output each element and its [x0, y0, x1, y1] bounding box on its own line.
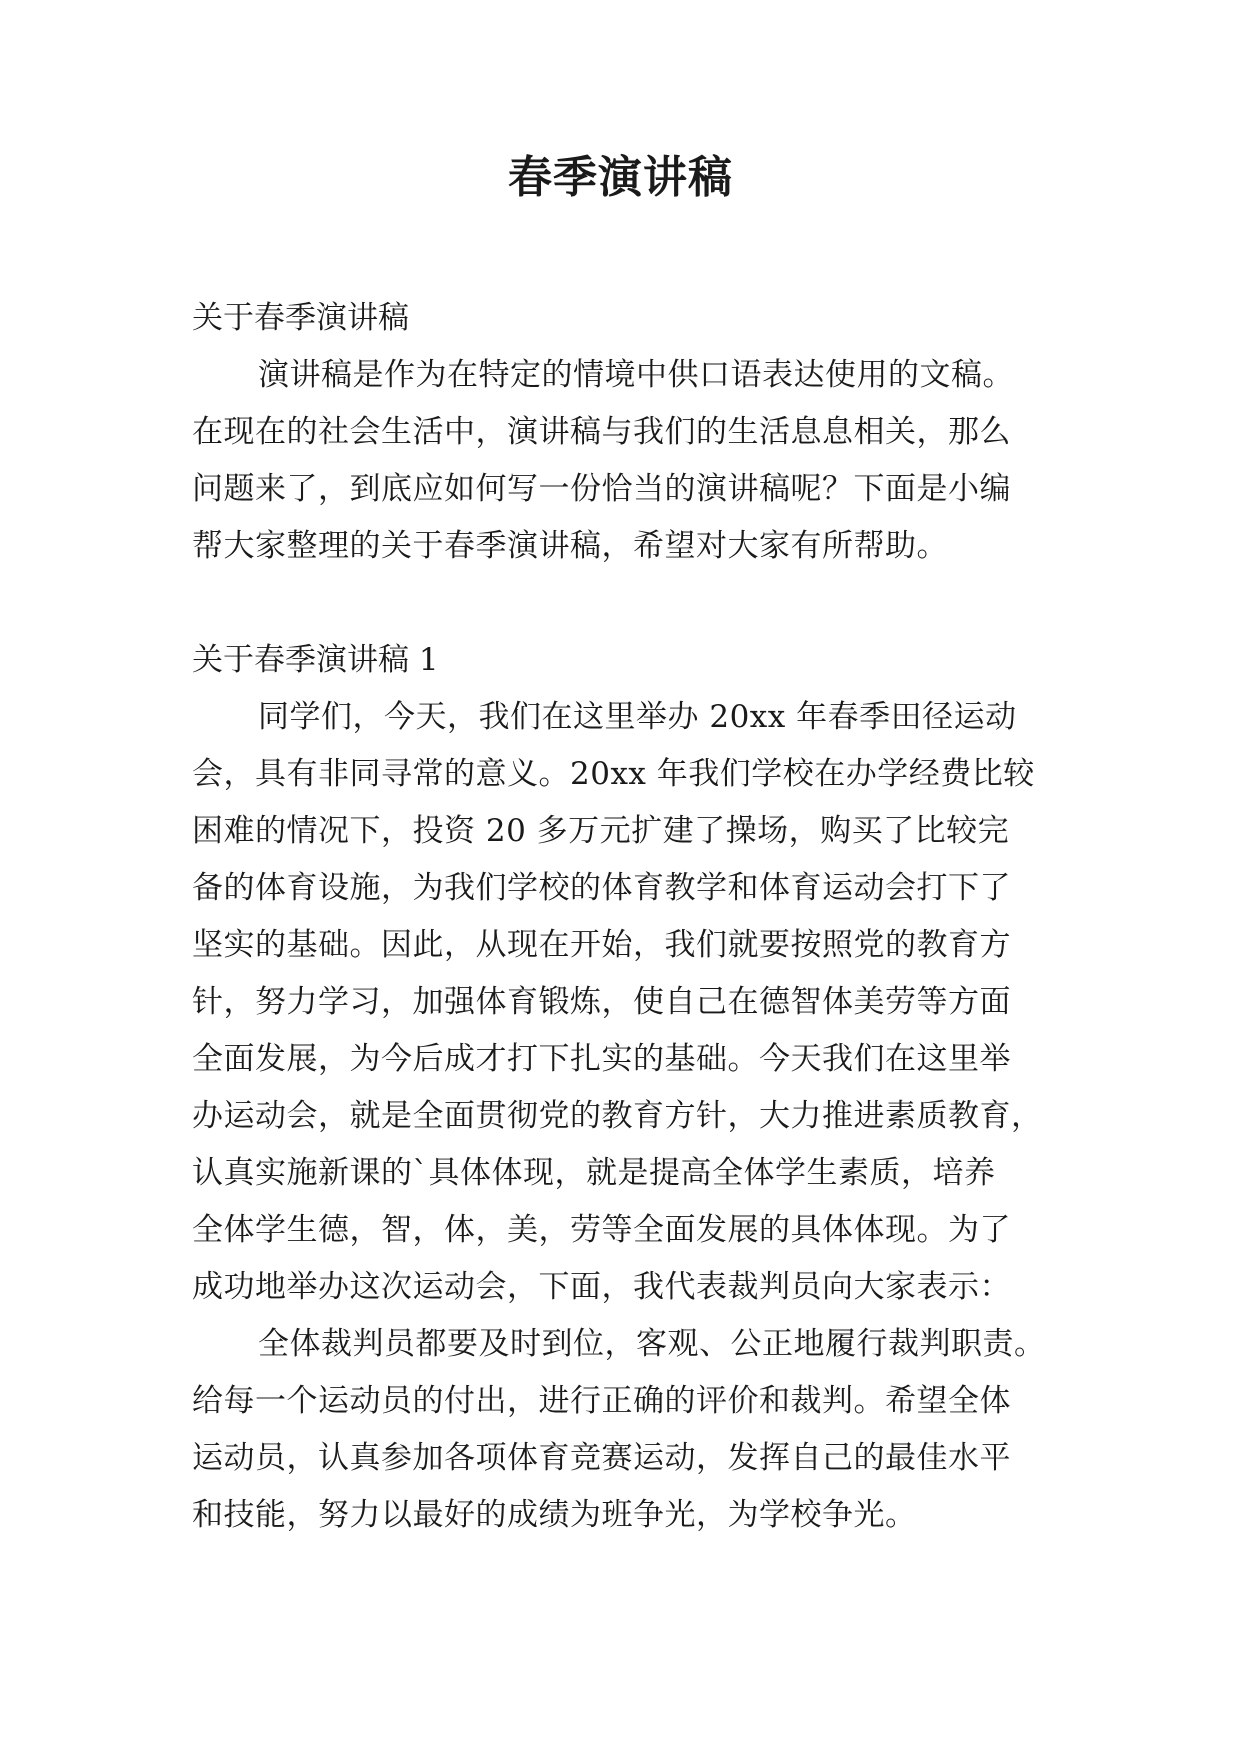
paragraph-line: 全体裁判员都要及时到位，客观、公正地履行裁判职责。: [258, 1326, 1046, 1362]
paragraph-line: 运动员，认真参加各项体育竞赛运动，发挥自己的最佳水平: [192, 1440, 1011, 1476]
paragraph-line: 全体学生德，智，体，美，劳等全面发展的具体体现。为了: [192, 1212, 1011, 1248]
paragraph-line: 全面发展，为今后成才打下扎实的基础。今天我们在这里举: [192, 1041, 1011, 1077]
paragraph-line: 给每一个运动员的付出，进行正确的评价和裁判。希望全体: [192, 1383, 1011, 1419]
paragraph-line: 成功地举办这次运动会，下面，我代表裁判员向大家表示：: [192, 1269, 1011, 1305]
paragraph-line: 和技能，努力以最好的成绩为班争光，为学校争光。: [192, 1497, 917, 1533]
paragraph-line: 会，具有非同寻常的意义。20xx 年我们学校在办学经费比较: [192, 756, 1035, 792]
paragraph-line: 同学们，今天，我们在这里举办 20xx 年春季田径运动: [258, 699, 1017, 735]
paragraph-line: 坚实的基础。因此，从现在开始，我们就要按照党的教育方: [192, 927, 1011, 963]
paragraph-line: 针，努力学习，加强体育锻炼，使自己在德智体美劳等方面: [192, 984, 1011, 1020]
paragraph-line: 演讲稿是作为在特定的情境中供口语表达使用的文稿。: [258, 357, 1014, 393]
section1-heading: 关于春季演讲稿 1: [192, 642, 439, 678]
paragraph-line: 问题来了，到底应如何写一份恰当的演讲稿呢？下面是小编: [192, 471, 1011, 507]
intro-heading: 关于春季演讲稿: [192, 300, 409, 336]
section1-paragraph-1: [192, 689, 1062, 1316]
document-body: [192, 290, 1062, 1544]
paragraph-line: 办运动会，就是全面贯彻党的教育方针，大力推进素质教育，: [192, 1098, 1043, 1134]
paragraph-line: 困难的情况下，投资 20 多万元扩建了操场，购买了比较完: [192, 813, 1010, 849]
section-spacer: [192, 575, 1062, 632]
paragraph-line: 认真实施新课的`具体体现，就是提高全体学生素质，培养: [192, 1155, 996, 1191]
paragraph-line: 在现在的社会生活中，演讲稿与我们的生活息息相关，那么: [192, 414, 1011, 450]
intro-paragraph: [192, 347, 1062, 575]
paragraph-line: 帮大家整理的关于春季演讲稿，希望对大家有所帮助。: [192, 528, 948, 564]
section1-paragraph-2: [192, 1316, 1062, 1544]
paragraph-line: 备的体育设施，为我们学校的体育教学和体育运动会打下了: [192, 870, 1011, 906]
document-title: 春季演讲稿: [508, 152, 733, 203]
